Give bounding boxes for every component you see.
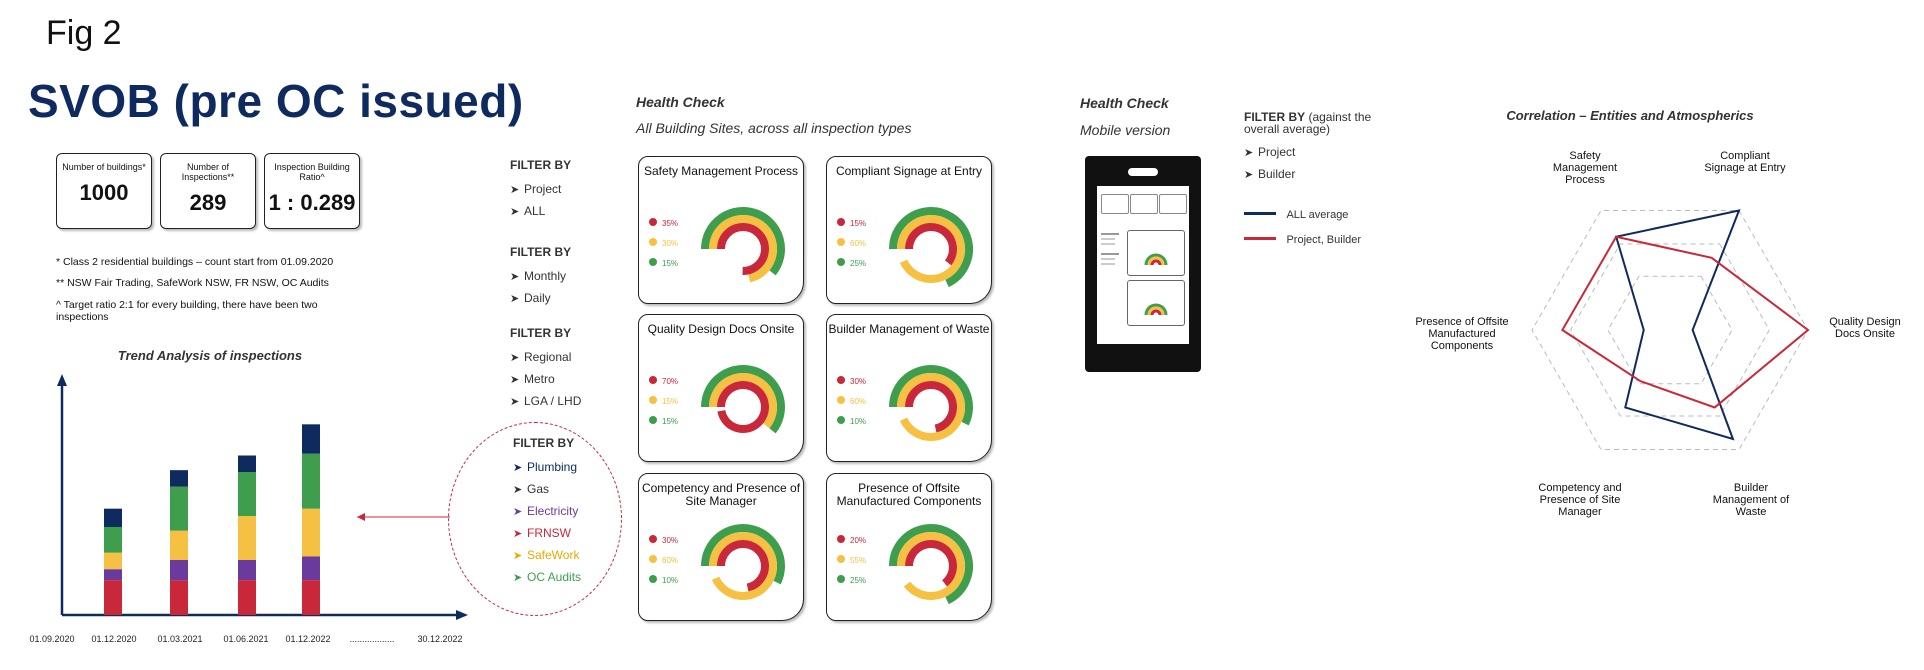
- bar-segment: [170, 531, 188, 560]
- page-title: SVOB (pre OC issued): [28, 75, 524, 127]
- filter-item-all[interactable]: ➤ ALL: [510, 204, 546, 218]
- mobile-title: Health Check: [1080, 95, 1169, 111]
- status-dot-icon: [837, 535, 845, 543]
- radar-label-offsite: Presence of Offsite Manufactured Components: [1415, 316, 1509, 352]
- filter-heading-note: (against the overall average): [1244, 110, 1372, 136]
- status-dot-icon: [837, 396, 845, 404]
- radar-label-safety: Safety Management Process: [1552, 150, 1618, 186]
- bar-segment: [104, 569, 122, 580]
- kpi-label: Number of Inspections**: [181, 162, 235, 182]
- bar-segment: [302, 424, 320, 453]
- filter-group-project: [510, 158, 630, 218]
- bar-segment: [238, 516, 256, 560]
- note-3: ^ Target ratio 2:1 for every building, there have been two inspections: [56, 299, 318, 323]
- health-card[interactable]: [826, 156, 992, 304]
- health-card-title: Competency and Presence of Site Manager: [641, 481, 801, 508]
- filter-item-regional[interactable]: ➤ Regional: [510, 350, 572, 364]
- health-legend-red: 30%: [649, 530, 678, 548]
- gauge-chart: [693, 197, 793, 297]
- kpi-value: 1 : 0.289: [268, 190, 356, 215]
- note-2: ** NSW Fair Trading, SafeWork NSW, FR NSW, OC Audits: [56, 277, 329, 289]
- phone-frame: [1085, 156, 1201, 372]
- bar-segment: [302, 556, 320, 580]
- radar-series-project-builder: [1562, 237, 1808, 408]
- kpi-ratio: [264, 153, 360, 229]
- health-card[interactable]: [638, 314, 804, 462]
- legend-all-average: ALL average: [1244, 205, 1348, 223]
- health-legend-red: 30%: [837, 371, 866, 389]
- note-1: * Class 2 residential buildings – count start from 01.09.2020: [56, 256, 334, 268]
- gauge-arc-red: [721, 227, 765, 271]
- bar-segment: [302, 509, 320, 557]
- gauge-arc-red: [909, 544, 953, 583]
- health-card[interactable]: [826, 473, 992, 621]
- health-legend-red: 15%: [837, 213, 866, 231]
- health-card-title: Safety Management Process: [643, 164, 799, 178]
- arrow-right-icon: ➤: [513, 572, 523, 584]
- arrow-right-icon: ➤: [513, 550, 523, 562]
- gauge-chart: [693, 355, 793, 455]
- x-tick-label: 01.12.2020: [91, 634, 137, 644]
- status-dot-icon: [649, 218, 657, 226]
- radar-label-design-docs: Quality Design Docs Onsite: [1829, 316, 1901, 340]
- radar-label-signage: Compliant Signage at Entry: [1704, 150, 1786, 174]
- status-dot-icon: [649, 535, 657, 543]
- filter-group-compare: [1244, 111, 1394, 181]
- health-legend-yellow: 55%: [837, 550, 866, 568]
- status-dot-icon: [837, 258, 845, 266]
- x-tick-label: 01.06.2021: [223, 634, 269, 644]
- health-legend-red: 70%: [649, 371, 678, 389]
- y-axis-arrow: [57, 374, 67, 386]
- mini-card: [1127, 230, 1185, 276]
- legend-line-red: [1244, 237, 1276, 240]
- health-legend-yellow: 30%: [649, 233, 678, 251]
- health-legend-yellow: 60%: [837, 391, 866, 409]
- bar-segment: [170, 487, 188, 531]
- status-dot-icon: [837, 416, 845, 424]
- arrow-right-icon: ➤: [1244, 147, 1254, 159]
- radar-grid-ring: [1608, 276, 1732, 384]
- health-legend-green: 15%: [649, 253, 678, 271]
- mini-card: [1127, 280, 1185, 326]
- filter-item-agency[interactable]: ➤ OC Audits: [513, 570, 582, 584]
- gauge-chart: [881, 197, 981, 297]
- health-check-title: Health Check: [636, 94, 725, 110]
- bar-segment: [104, 509, 122, 527]
- arrow-right-icon: ➤: [513, 462, 523, 474]
- bar-segment: [170, 560, 188, 580]
- filter-group-period: [510, 245, 630, 305]
- status-dot-icon: [837, 218, 845, 226]
- x-tick-label: 01.03.2021: [157, 634, 203, 644]
- filter-item-builder[interactable]: ➤ Builder: [1244, 167, 1296, 181]
- phone-screen[interactable]: [1097, 186, 1189, 344]
- radar-grid-ring: [1532, 210, 1808, 449]
- filter-heading: FILTER BY: [510, 158, 572, 172]
- gauge-arc-red: [721, 544, 765, 588]
- filter-item-agency[interactable]: ➤ Electricity: [513, 504, 579, 518]
- kpi-label: Number of buildings*: [62, 162, 146, 172]
- filter-item-project[interactable]: ➤ Project: [510, 182, 562, 196]
- legend-line-navy: [1244, 212, 1276, 215]
- health-legend-green: 25%: [837, 570, 866, 588]
- gauge-chart: [881, 514, 981, 614]
- gauge-chart: [881, 355, 981, 455]
- status-dot-icon: [837, 575, 845, 583]
- kpi-inspections: [160, 153, 256, 229]
- arrow-right-icon: ➤: [510, 206, 520, 218]
- x-tick-label: ..................: [349, 634, 395, 644]
- status-dot-icon: [649, 238, 657, 246]
- status-dot-icon: [649, 555, 657, 563]
- bar-segment: [104, 580, 122, 615]
- filter-group-region: [510, 326, 630, 408]
- status-dot-icon: [649, 258, 657, 266]
- bar-segment: [302, 454, 320, 509]
- filter-item-project[interactable]: ➤ Project: [1244, 145, 1296, 159]
- filter-item-metro[interactable]: ➤ Metro: [510, 372, 555, 386]
- filter-item-agency[interactable]: ➤ Plumbing: [513, 460, 578, 474]
- filter-item-lga[interactable]: ➤ LGA / LHD: [510, 394, 582, 408]
- health-card-title: Presence of Offsite Manufactured Components: [836, 481, 982, 508]
- radar-label-site-manager: Competency and Presence of Site Manager: [1538, 482, 1622, 518]
- health-legend-red: 20%: [837, 530, 866, 548]
- status-dot-icon: [649, 376, 657, 384]
- bar-segment: [302, 580, 320, 615]
- status-dot-icon: [837, 376, 845, 384]
- bar-segment: [238, 472, 256, 516]
- arrow-right-icon: ➤: [510, 396, 520, 408]
- mini-kpi: [1130, 194, 1158, 214]
- figure-label: Fig 2: [46, 14, 122, 52]
- arrow-right-icon: ➤: [510, 352, 520, 364]
- x-tick-label: 30.12.2022: [417, 634, 463, 644]
- health-card[interactable]: [638, 473, 804, 621]
- mini-filter-list: [1101, 230, 1121, 290]
- health-card-title: Compliant Signage at Entry: [835, 164, 983, 178]
- health-check-subtitle: All Building Sites, across all inspection types: [636, 120, 912, 136]
- x-axis-arrow: [456, 610, 468, 620]
- health-legend-green: 25%: [837, 253, 866, 271]
- health-legend-yellow: 15%: [649, 391, 678, 409]
- filter-item-daily[interactable]: ➤ Daily: [510, 291, 551, 305]
- connector-arrow: [355, 510, 455, 524]
- radar-title: Correlation – Entities and Atmospherics: [1506, 108, 1754, 123]
- bar-segment: [238, 456, 256, 473]
- bar-segment: [170, 580, 188, 615]
- radar-chart: [1520, 170, 1820, 490]
- mini-kpi: [1101, 194, 1129, 214]
- kpi-buildings: [56, 153, 152, 229]
- arrow-right-icon: ➤: [510, 374, 520, 386]
- arrow-right-icon: ➤: [513, 484, 523, 496]
- bar-segment: [238, 560, 256, 580]
- x-tick-label: 01.12.2022: [285, 634, 331, 644]
- mini-kpi: [1159, 194, 1187, 214]
- filter-item-agency[interactable]: ➤ FRNSW: [513, 526, 571, 540]
- bar-segment: [104, 527, 122, 553]
- filter-item-agency[interactable]: ➤ SafeWork: [513, 548, 580, 562]
- mobile-subtitle: Mobile version: [1080, 122, 1171, 138]
- health-card[interactable]: [826, 314, 992, 462]
- gauge-chart: [693, 514, 793, 614]
- health-card-title: Builder Management of Waste: [828, 322, 990, 336]
- health-legend-red: 35%: [649, 213, 678, 231]
- gauge-arc-red: [721, 385, 765, 429]
- filter-heading: FILTER BY: [513, 436, 575, 450]
- filter-item-agency[interactable]: ➤ Gas: [513, 482, 550, 496]
- arrow-right-icon: ➤: [1244, 169, 1254, 181]
- filter-heading: FILTER BY: [1244, 110, 1306, 124]
- arrow-right-icon: ➤: [513, 506, 523, 518]
- trend-title: Trend Analysis of inspections: [117, 348, 303, 363]
- arrow-right-icon: ➤: [513, 528, 523, 540]
- status-dot-icon: [837, 238, 845, 246]
- health-legend-yellow: 60%: [837, 233, 866, 251]
- gauge-arc-red: [909, 227, 953, 263]
- status-dot-icon: [837, 555, 845, 563]
- health-legend-green: 10%: [837, 411, 866, 429]
- filter-heading: FILTER BY: [510, 245, 572, 259]
- arrow-right-icon: ➤: [510, 293, 520, 305]
- status-dot-icon: [649, 396, 657, 404]
- filter-group-agency: [513, 436, 623, 584]
- arrow-right-icon: ➤: [510, 184, 520, 196]
- health-legend-yellow: 60%: [649, 550, 678, 568]
- health-legend-green: 15%: [649, 411, 678, 429]
- filter-heading: FILTER BY: [510, 326, 572, 340]
- bar-segment: [238, 580, 256, 615]
- kpi-value: 289: [189, 190, 227, 215]
- phone-speaker-icon: [1128, 168, 1158, 176]
- bar-segment: [104, 553, 122, 570]
- radar-label-waste: Builder Management of Waste: [1712, 482, 1790, 518]
- legend-project-builder: Project, Builder: [1244, 230, 1361, 248]
- health-card-title: Quality Design Docs Onsite: [647, 322, 795, 336]
- kpi-label: Inspection Building Ratio^: [274, 162, 350, 182]
- filter-item-monthly[interactable]: ➤ Monthly: [510, 269, 567, 283]
- gauge-arc-red: [909, 385, 953, 429]
- kpi-value: 1000: [79, 180, 129, 205]
- health-card[interactable]: [638, 156, 804, 304]
- status-dot-icon: [649, 416, 657, 424]
- status-dot-icon: [649, 575, 657, 583]
- x-tick-label: 01.09.2020: [29, 634, 75, 644]
- bar-segment: [170, 470, 188, 487]
- radar-grid-ring: [1571, 244, 1770, 416]
- health-legend-green: 10%: [649, 570, 678, 588]
- arrow-right-icon: ➤: [510, 271, 520, 283]
